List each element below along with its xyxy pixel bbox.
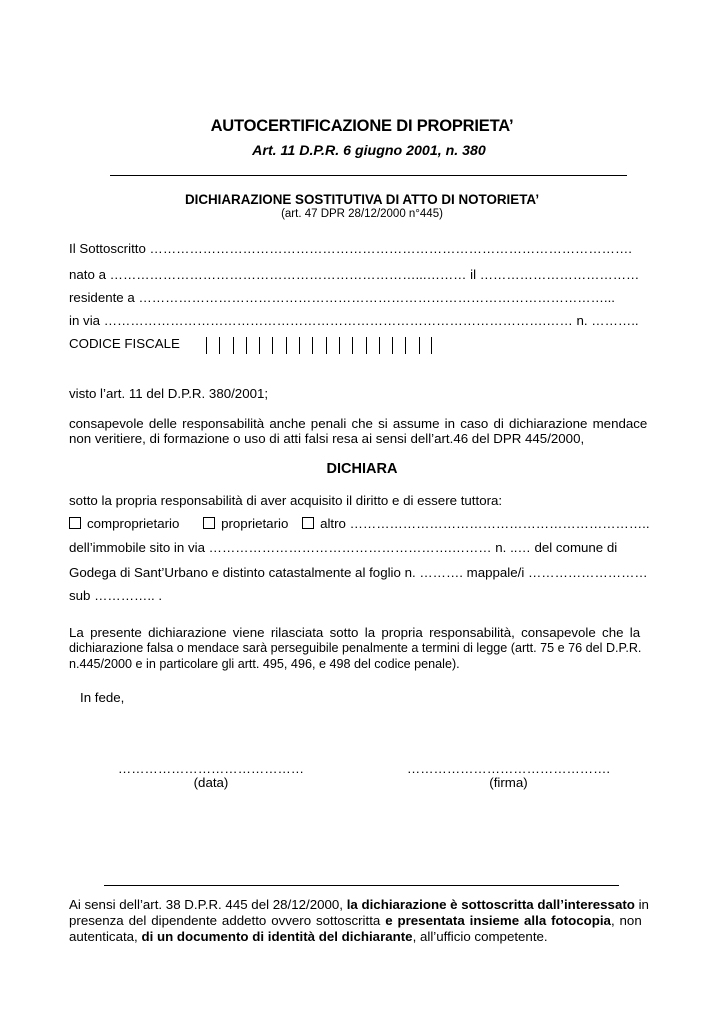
codice-fiscale-char-box[interactable] <box>339 337 352 354</box>
footer-text: autenticata, <box>69 929 142 944</box>
immobile-line-2[interactable]: Godega di Sant’Urbano e distinto catastalmente al foglio n. ………. mappale/i ……………………… <box>69 565 648 580</box>
codice-fiscale-char-box[interactable] <box>259 337 272 354</box>
field-residente[interactable]: residente a ……………………………………………………………………………………………... <box>69 290 615 305</box>
footer-text: Ai sensi dell’art. 38 D.P.R. 445 del 28/12/2000, <box>69 897 347 912</box>
immobile-line-1[interactable]: dell’immobile sito in via ……………………………………………….……… n. ..… del comune di <box>69 540 618 555</box>
signature-line[interactable]: ………………………………………. <box>406 761 611 776</box>
codice-fiscale-char-box[interactable] <box>312 337 325 354</box>
sotto-text: sotto la propria responsabilità di aver acquisito il diritto e di essere tuttora: <box>69 493 503 508</box>
codice-fiscale-char-box[interactable] <box>405 337 418 354</box>
codice-fiscale-char-box[interactable] <box>352 337 365 354</box>
footer-text: , all’ufficio competente. <box>412 929 548 944</box>
in-fede-text: In fede, <box>80 690 125 705</box>
codice-fiscale-label: CODICE FISCALE <box>69 336 180 351</box>
option-proprietario[interactable] <box>203 516 288 531</box>
codice-fiscale-input[interactable] <box>206 337 432 355</box>
consapevole-line-1: consapevole delle responsabilità anche penali che si assume in caso di dichiarazione mendace <box>69 416 648 431</box>
immobile-line-3[interactable]: sub ………….. . <box>69 588 163 603</box>
codice-fiscale-char-box[interactable] <box>206 337 219 354</box>
checkbox-icon[interactable] <box>203 517 215 529</box>
date-line[interactable]: …………………………………… <box>117 761 305 776</box>
presente-line-1: La presente dichiarazione viene rilasciata sotto la propria responsabilità, consapevole che la <box>69 625 641 640</box>
footer-divider <box>104 885 619 886</box>
option-label: comproprietario <box>87 516 180 531</box>
footer-bold-text: e presentata insieme alla fotocopia <box>385 913 611 928</box>
footer-bold-text: di un documento di identità del dichiarante <box>141 929 413 944</box>
codice-fiscale-char-box[interactable] <box>272 337 285 354</box>
declaration-title: DICHIARAZIONE SOSTITUTIVA DI ATTO DI NOTORIETA’ <box>184 192 540 207</box>
codice-fiscale-char-box[interactable] <box>379 337 392 354</box>
date-label: (data) <box>193 775 229 790</box>
dichiara-heading: DICHIARA <box>326 461 398 477</box>
option-label: proprietario <box>221 516 289 531</box>
field-sottoscritto[interactable]: Il Sottoscritto ………………………………………………………………………………………………. <box>69 241 632 256</box>
codice-fiscale-char-box[interactable] <box>299 337 312 354</box>
declaration-reference: (art. 47 DPR 28/12/2000 n°445) <box>281 208 443 220</box>
footer-text: presenza del dipendente addetto ovvero sottoscritta <box>69 913 386 928</box>
option-comproprietario[interactable] <box>69 516 179 531</box>
option-label: altro ………………………………………………………….. <box>320 516 650 531</box>
footer-line-2 <box>69 913 642 928</box>
checkbox-icon[interactable] <box>302 517 314 529</box>
header-divider <box>110 175 627 176</box>
codice-fiscale-char-box[interactable] <box>286 337 299 354</box>
document-subtitle: Art. 11 D.P.R. 6 giugno 2001, n. 380 <box>252 143 486 159</box>
footer-bold-text: la dichiarazione è sottoscritta dall’interessato <box>346 897 635 912</box>
codice-fiscale-char-box[interactable] <box>392 337 405 354</box>
footer-text: in <box>634 897 649 912</box>
field-via[interactable]: in via ……………………………………………………………………………………….…… n. ……….. <box>69 313 639 328</box>
footer-text: , non <box>610 913 642 928</box>
checkbox-icon[interactable] <box>69 517 81 529</box>
signature-label: (firma) <box>489 775 528 790</box>
option-altro[interactable] <box>302 516 649 531</box>
presente-line-2: dichiarazione falsa o mendace sarà perseguibile penalmente a termini di legge (artt. 75 e 76 del D.P.R. <box>69 641 642 655</box>
codice-fiscale-char-box[interactable] <box>419 337 432 354</box>
codice-fiscale-char-box[interactable] <box>219 337 232 354</box>
presente-line-3: n.445/2000 e in particolare gli artt. 495, 496, e 498 del codice penale). <box>69 657 460 671</box>
codice-fiscale-char-box[interactable] <box>366 337 379 354</box>
field-nato[interactable]: nato a ……………………………………………………………...……… il ……………………………… <box>69 267 640 282</box>
codice-fiscale-char-box[interactable] <box>326 337 339 354</box>
ownership-options <box>69 516 650 531</box>
codice-fiscale-char-box[interactable] <box>233 337 246 354</box>
consapevole-line-2: non veritiere, di formazione o uso di atti falsi resa ai sensi dell’art.46 del DPR 445/2000, <box>69 431 585 446</box>
footer-line-1 <box>69 897 649 912</box>
footer-line-3 <box>69 929 548 944</box>
codice-fiscale-char-box[interactable] <box>246 337 259 354</box>
visto-text: visto l’art. 11 del D.P.R. 380/2001; <box>69 386 269 401</box>
document-title: AUTOCERTIFICAZIONE DI PROPRIETA’ <box>210 117 514 135</box>
